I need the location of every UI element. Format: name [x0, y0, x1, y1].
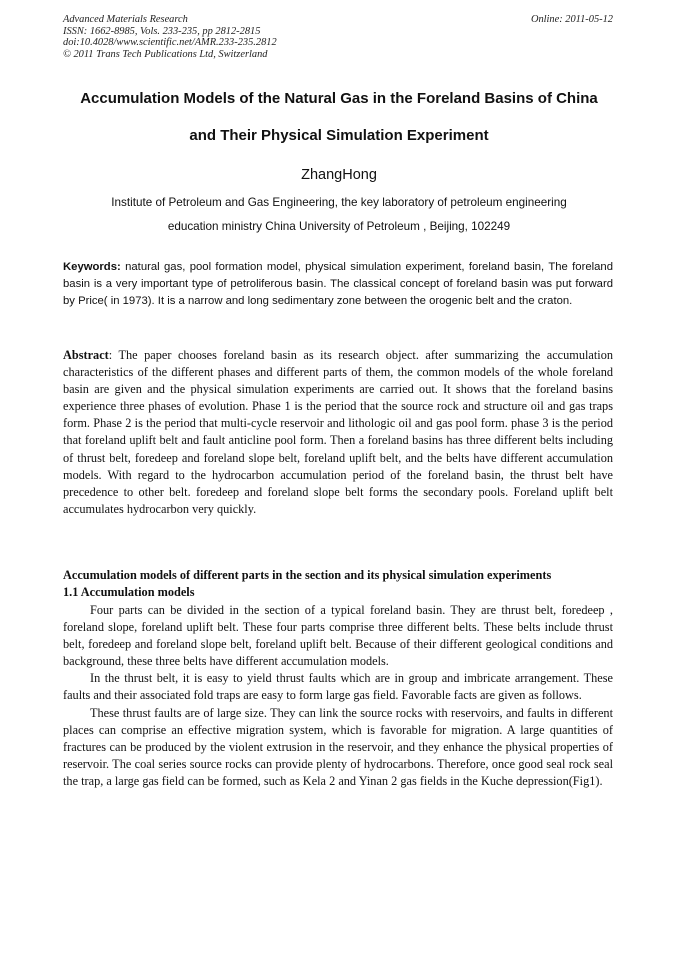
paper-title-line-1: Accumulation Models of the Natural Gas in the Foreland Basins of China	[80, 90, 598, 107]
keywords-text: natural gas, pool formation model, physical simulation experiment, foreland basin, The foreland basin is a very important type of petroliferous basin. The classical concept of foreland basin was put forward by Price( in 1973). It is a narrow and long sedimentary zone between the orogenic belt and the craton.	[63, 261, 613, 307]
copyright-line: © 2011 Trans Tech Publications Ltd, Switzerland	[63, 48, 268, 60]
affiliation-line-2: education ministry China University of Petroleum , Beijing, 102249	[167, 220, 511, 233]
paper-title-line-2: and Their Physical Simulation Experiment	[189, 127, 489, 144]
affiliation-line-1: Institute of Petroleum and Gas Engineering, the key laboratory of petroleum engineering	[111, 196, 567, 209]
journal-header	[63, 14, 613, 60]
author-name: ZhangHong	[301, 167, 377, 183]
body-paragraph: Four parts can be divided in the section of a typical foreland basin. They are thrust belt, foredeep , foreland slope, foreland uplift belt. These four parts comprise three different belts. These belts include thrust belt, foredeep and foreland slope belt, foreland uplift belt. Because of their different geological conditions and background, these three belts have different accumulation models.	[63, 603, 613, 669]
section-heading: Accumulation models of different parts in the section and its physical simulation experiments	[63, 568, 552, 582]
section-body	[63, 602, 613, 790]
keywords-label: Keywords:	[63, 261, 121, 273]
abstract-label: Abstract	[63, 348, 109, 362]
journal-name: Advanced Materials Research	[63, 14, 188, 25]
abstract-text: : The paper chooses foreland basin as its research object. after summarizing the accumulation characteristics of the different phases and different parts of them, the common models of the whole foreland basin are given and the physical simulation experiments are carried out. It shows that the foreland basins experience three phases of evolution. Phase 1 is the period that the source rock and structure oil and gas traps form. Phase 2 is the period that multi-cycle reservoir and lithologic oil and gas pool form. phase 3 is the period that foreland uplift belt and fault anticline pool form. Then a foreland basins has three different belts including of thrust belt, foredeep and foreland slope belt, foreland uplift belt, and the belts have different accumulation models. With regard to the hydrocarbon accumulation period of the foreland basin, the thrust belt have precedence to other belt. foredeep and foreland slope belt forms the secondary pools. Foreland uplift belt accumulates hydrocarbon very quickly.	[63, 348, 613, 516]
abstract-paragraph	[63, 347, 613, 518]
online-date: Online: 2011-05-12	[530, 14, 613, 25]
doi-line: doi:10.4028/www.scientific.net/AMR.233-235.2812	[63, 37, 277, 49]
body-paragraph: These thrust faults are of large size. They can link the source rocks with reservoirs, and faults in different places can comprise an effective migration system, which is favorable for migration. A large quantities of fractures can be produced by the violent extrusion in the reservoir, and they enhance the physical properties of reservoir. The coal series source rocks can provide plenty of hydrocarbons. Therefore, once good seal rock seal the trap, a large gas field can be formed, such as Kela 2 and Yinan 2 gas fields in the Kuche depression(Fig1).	[63, 705, 613, 788]
keywords-paragraph	[63, 259, 613, 310]
subsection-heading: 1.1 Accumulation models	[63, 585, 195, 599]
body-paragraph: In the thrust belt, it is easy to yield thrust faults which are in group and imbricate arrangement. These faults and their associated fold traps are easy to form large gas field. Favorable facts are given as follows.	[63, 671, 613, 703]
issn-line: ISSN: 1662-8985, Vols. 233-235, pp 2812-2815	[63, 25, 261, 37]
